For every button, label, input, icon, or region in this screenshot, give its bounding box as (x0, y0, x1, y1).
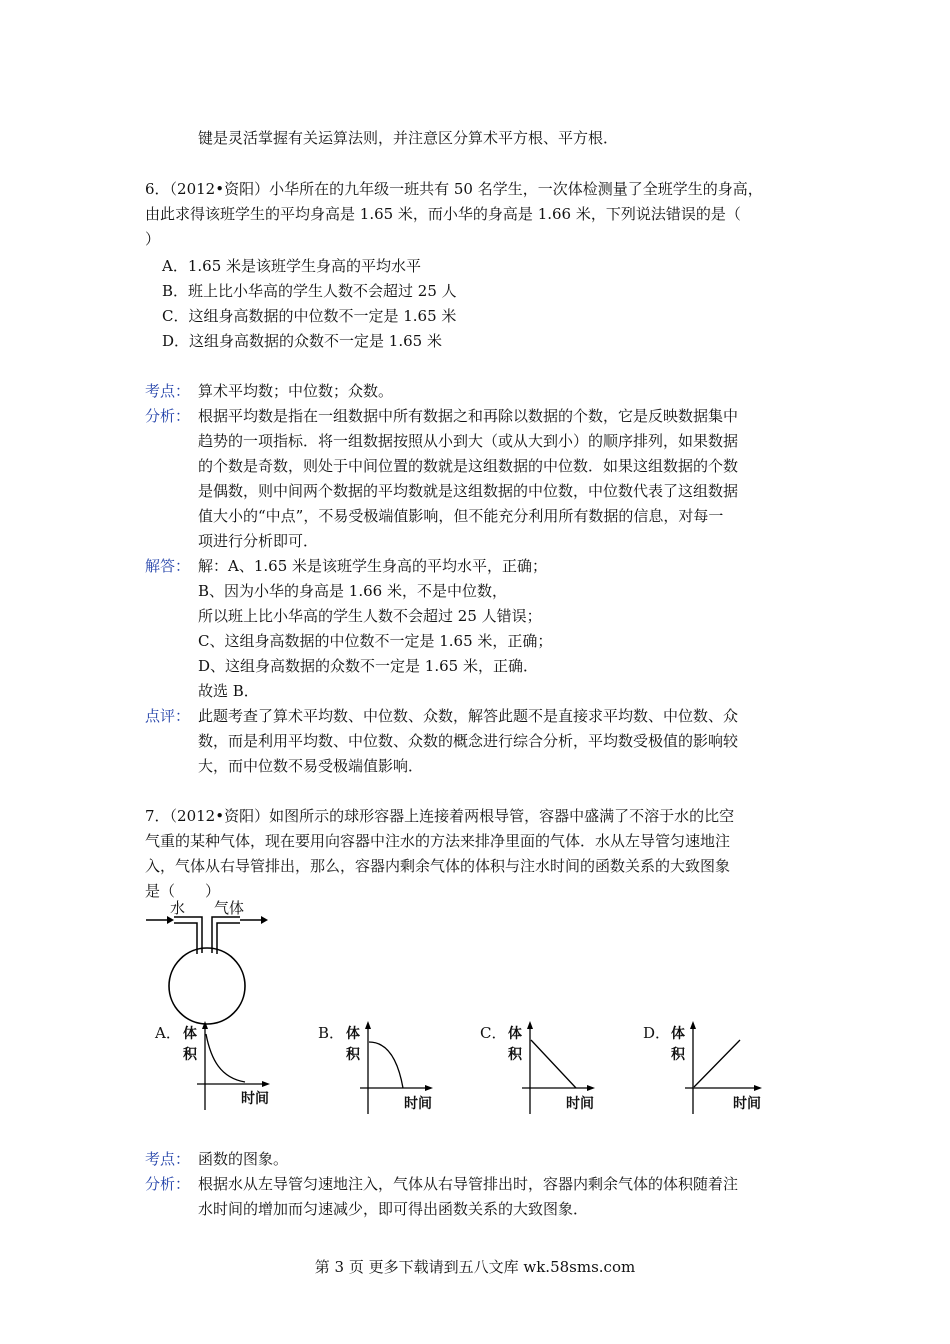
q6-fenxi-line-2: 趋势的一项指标．将一组数据按照从小到大（或从大到小）的顺序排列，如果数据 (198, 432, 739, 450)
q7-c-graph (516, 1020, 596, 1116)
spherical-container-figure (140, 898, 280, 1030)
q7-option-c-label: C． (480, 1024, 507, 1042)
q6-option-a: A．1.65 米是该班学生身高的平均水平 (162, 257, 422, 275)
q6-option-d: D．这组身高数据的众数不一定是 1.65 米 (162, 332, 442, 350)
q7-a-ylabel-1: 体 (183, 1026, 197, 1042)
q7-kaodian-label: 考点： (145, 1150, 191, 1168)
q6-dianping-label: 点评： (145, 707, 191, 725)
q7-fenxi-label: 分析： (145, 1175, 191, 1193)
q6-dianping-line-2: 数，而是利用平均数、中位数、众数的概念进行综合分析，平均数受极值的影响较 (198, 732, 739, 750)
q7-d-y-arrow (690, 1021, 696, 1029)
q7-d-graph (679, 1020, 765, 1116)
q6-fenxi-line-4: 是偶数，则中间两个数据的平均数就是这组数据的中位数，中位数代表了这组数据 (198, 482, 739, 500)
q7-c-line (531, 1040, 576, 1088)
q6-stem-line-1: 6．（2012•资阳）小华所在的九年级一班共有 50 名学生，一次体检测量了全班学生的身高， (145, 180, 763, 198)
q6-option-c: C．这组身高数据的中位数不一定是 1.65 米 (162, 307, 457, 325)
q7-b-curve (369, 1042, 403, 1088)
q6-stem-line-2: 由此求得该班学生的平均身高是 1.65 米，而小华的身高是 1.66 米，下列说法错误的是（ (145, 205, 741, 223)
right-tube-inner (217, 923, 240, 954)
q7-option-d-label: D． (643, 1024, 671, 1042)
q7-fenxi-line-1: 根据水从左导管匀速地注入，气体从右导管排出时，容器内剩余气体的体积随着注 (198, 1175, 739, 1193)
q7-a-curve (206, 1034, 245, 1082)
q6-jieda-label: 解答： (145, 557, 191, 575)
q7-b-y-arrow (365, 1021, 371, 1029)
q6-jieda-line-6: 故选 B． (198, 682, 259, 700)
q6-fenxi-line-6: 项进行分析即可． (198, 532, 319, 550)
q7-option-b (318, 1020, 458, 1115)
page-footer: 第 3 页 更多下载请到五八文库 wk.58sms.com (314, 1258, 636, 1276)
q6-jieda-line-3: 所以班上比小华高的学生人数不会超过 25 人错误； (198, 607, 542, 625)
q7-a-y-arrow (202, 1021, 208, 1029)
q6-option-b: B．班上比小华高的学生人数不会超过 25 人 (162, 282, 457, 300)
q7-fenxi-line-2: 水时间的增加而匀速减少，即可得出函数关系的大致图象． (198, 1200, 589, 1218)
q7-a-xlabel: 时间 (241, 1091, 269, 1107)
q7-c-ylabel-2: 积 (508, 1047, 522, 1063)
left-tube-inner (174, 923, 197, 954)
q7-stem-line-1: 7．（2012•资阳）如图所示的球形容器上连接着两根导管，容器中盛满了不溶于水的比空 (145, 807, 735, 825)
q7-option-b-label: B． (318, 1024, 345, 1042)
q7-d-xlabel: 时间 (733, 1096, 761, 1112)
q7-stem-line-3: 入，气体从右导管排出，那么，容器内剩余气体的体积与注水时间的函数关系的大致图象 (145, 857, 731, 875)
q6-dianping-line-3: 大，而中位数不易受极端值影响． (198, 757, 424, 775)
q6-kaodian: 算术平均数；中位数；众数。 (198, 382, 394, 400)
q6-jieda-line-5: D、这组身高数据的众数不一定是 1.65 米，正确． (198, 657, 538, 675)
q7-a-x-arrow (262, 1081, 270, 1087)
q7-a-graph (191, 1020, 271, 1112)
q6-jieda-line-1: 解：A、1.65 米是该班学生身高的平均水平，正确； (198, 557, 548, 575)
q7-c-y-arrow (527, 1021, 533, 1029)
q6-fenxi-label: 分析： (145, 407, 191, 425)
q7-c-xlabel: 时间 (566, 1096, 594, 1112)
q7-a-ylabel-2: 积 (183, 1047, 197, 1063)
q7-d-line (694, 1040, 740, 1087)
q7-c-x-arrow (587, 1085, 595, 1091)
q7-d-ylabel-2: 积 (671, 1047, 685, 1063)
q7-c-ylabel-1: 体 (508, 1026, 522, 1042)
q6-jieda-line-4: C、这组身高数据的中位数不一定是 1.65 米，正确； (198, 632, 553, 650)
q7-option-a (155, 1020, 295, 1115)
q7-b-graph (354, 1020, 434, 1116)
q7-b-ylabel-2: 积 (346, 1047, 360, 1063)
previous-comment-tail: 键是灵活掌握有关运算法则，并注意区分算术平方根、平方根． (198, 129, 619, 147)
water-inflow-arrow-head (167, 916, 174, 924)
sphere-container (169, 948, 245, 1024)
q7-stem-line-2: 气重的某种气体，现在要用向容器中注水的方法来排净里面的气体．水从左导管匀速地注 (145, 832, 731, 850)
q7-b-xlabel: 时间 (404, 1096, 432, 1112)
water-label: 水 (170, 899, 186, 917)
q7-option-a-label: A． (155, 1024, 181, 1042)
q7-option-d (643, 1020, 783, 1115)
q6-fenxi-line-3: 的个数是奇数，则处于中间位置的数就是这组数据的中位数．如果这组数据的个数 (198, 457, 739, 475)
q7-b-x-arrow (425, 1085, 433, 1091)
gas-outflow-arrow-head (261, 916, 268, 924)
q7-option-c (480, 1020, 620, 1115)
q7-d-x-arrow (754, 1085, 762, 1091)
q6-stem-line-3: ） (145, 230, 161, 248)
q6-kaodian-label: 考点： (145, 382, 191, 400)
q7-d-ylabel-1: 体 (671, 1026, 685, 1042)
q7-kaodian: 函数的图象。 (198, 1150, 289, 1168)
q6-fenxi-line-1: 根据平均数是指在一组数据中所有数据之和再除以数据的个数，它是反映数据集中 (198, 407, 739, 425)
container-diagram (140, 898, 280, 1030)
q6-fenxi-line-5: 值大小的“中点”，不易受极端值影响，但不能充分利用所有数据的信息，对每一 (198, 507, 724, 525)
q6-jieda-line-2: B、因为小华的身高是 1.66 米，不是中位数， (198, 582, 507, 600)
q7-stem-line-4: 是（ ） (145, 882, 221, 900)
q6-dianping-line-1: 此题考查了算术平均数、中位数、众数，解答此题不是直接求平均数、中位数、众 (198, 707, 739, 725)
gas-label: 气体 (214, 899, 245, 917)
q7-b-ylabel-1: 体 (346, 1026, 360, 1042)
